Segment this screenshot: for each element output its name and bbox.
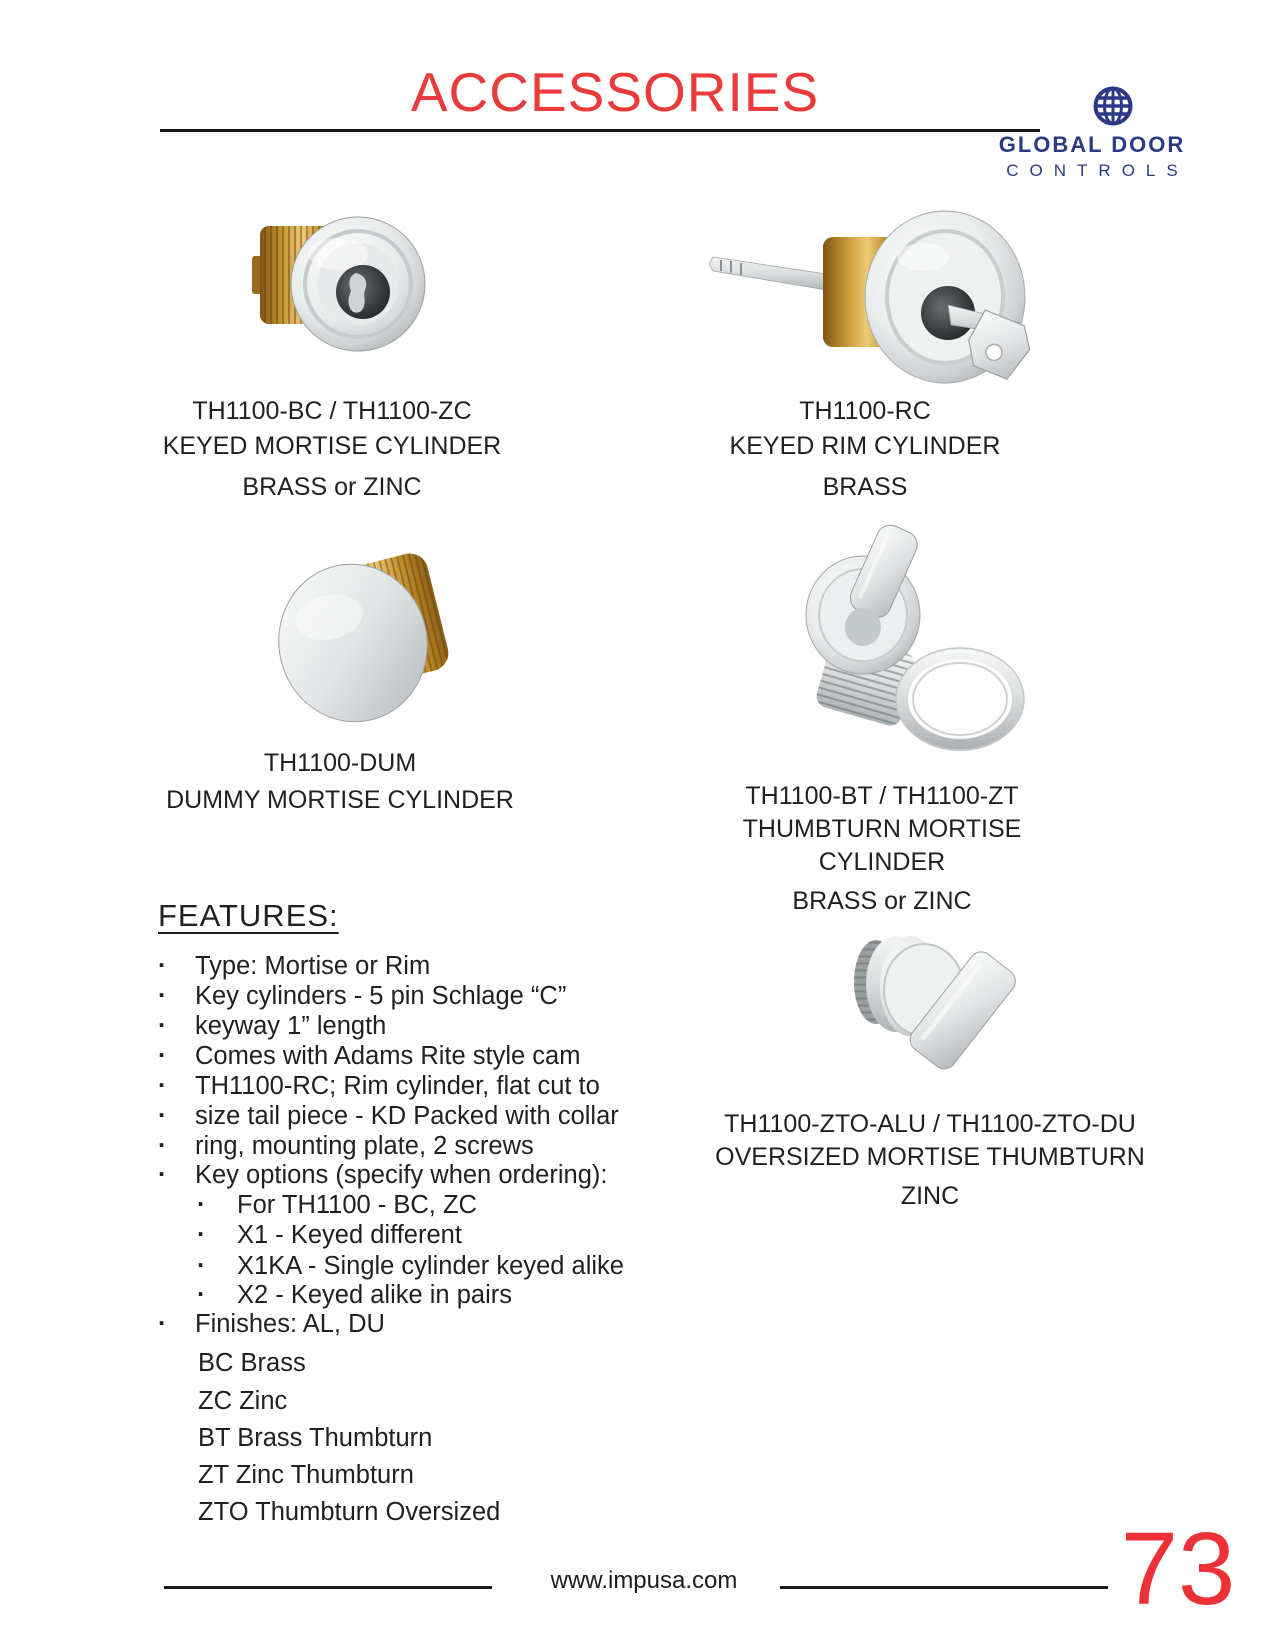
footer-rule-right: [780, 1586, 1108, 1589]
finish-code-item: ZC Zinc: [198, 1387, 288, 1415]
footer-url: www.impusa.com: [550, 1567, 738, 1594]
footer-rule-left: [164, 1586, 492, 1589]
product-caption: [682, 780, 1082, 918]
feature-item: · Type: Mortise or Rim: [158, 952, 430, 981]
product-name: THUMBTURN MORTISE CYLINDER: [742, 815, 1022, 876]
feature-item: · ring, mounting plate, 2 screws: [158, 1132, 534, 1161]
features-heading: FEATURES:: [158, 898, 339, 933]
finish-code-item: BC Brass: [198, 1349, 306, 1377]
key-option-item: · X2 - Keyed alike in pairs: [197, 1281, 512, 1310]
product-model: TH1100-BT / TH1100-ZT: [745, 782, 1019, 810]
product-finish: ZINC: [900, 1182, 960, 1210]
product-finish: BRASS: [822, 473, 908, 501]
key-option-item: · X1KA - Single cylinder keyed alike: [197, 1252, 624, 1281]
product-caption: [660, 1108, 1200, 1213]
finish-code-item: ZTO Thumbturn Oversized: [198, 1498, 501, 1526]
product-name: KEYED RIM CYLINDER: [729, 432, 1001, 460]
product-model: TH1100-ZTO-ALU / TH1100-ZTO-DU: [724, 1110, 1136, 1138]
product-caption: [700, 394, 1030, 505]
finish-code-item: ZT Zinc Thumbturn: [198, 1461, 414, 1489]
feature-item: · Key cylinders - 5 pin Schlage “C”: [158, 982, 566, 1011]
dummy-mortise-cylinder-photo: [265, 535, 460, 725]
product-model: TH1100-DUM: [263, 749, 417, 777]
feature-item: · Comes with Adams Rite style cam: [158, 1042, 580, 1071]
feature-item: · Finishes: AL, DU: [158, 1310, 385, 1339]
product-model: TH1100-BC / TH1100-ZC: [192, 397, 472, 425]
globe-icon: [1091, 84, 1135, 128]
feature-item: · Key options (specify when ordering):: [158, 1161, 607, 1190]
logo-global-door: GLOBAL DOOR: [998, 132, 1186, 157]
finish-code-item: BT Brass Thumbturn: [198, 1424, 433, 1452]
feature-item: · TH1100-RC; Rim cylinder, flat cut to: [158, 1072, 600, 1101]
page-title: ACCESSORIES: [410, 61, 820, 123]
product-name: DUMMY MORTISE CYLINDER: [166, 786, 514, 814]
product-finish: BRASS or ZINC: [792, 887, 972, 915]
keyed-rim-cylinder-photo: [705, 205, 1030, 385]
product-name: OVERSIZED MORTISE THUMBTURN: [715, 1143, 1145, 1171]
keyed-mortise-cylinder-photo: [250, 198, 428, 366]
oversized-mortise-thumbturn-photo: [838, 918, 1028, 1098]
product-caption: [137, 394, 527, 505]
thumbturn-mortise-cylinder-photo: [793, 535, 1035, 753]
product-model: TH1100-RC: [799, 397, 931, 425]
product-caption: [140, 745, 540, 819]
page-number: 73: [1120, 1511, 1236, 1626]
key-option-item: · For TH1100 - BC, ZC: [197, 1191, 477, 1220]
feature-item: · size tail piece - KD Packed with collar: [158, 1102, 619, 1131]
key-option-item: · X1 - Keyed different: [197, 1221, 462, 1250]
title-underline: [160, 129, 1040, 132]
product-name: KEYED MORTISE CYLINDER: [162, 432, 502, 460]
feature-item: · keyway 1” length: [158, 1012, 386, 1041]
logo-controls: CONTROLS: [1006, 161, 1189, 180]
product-finish: BRASS or ZINC: [242, 473, 422, 501]
